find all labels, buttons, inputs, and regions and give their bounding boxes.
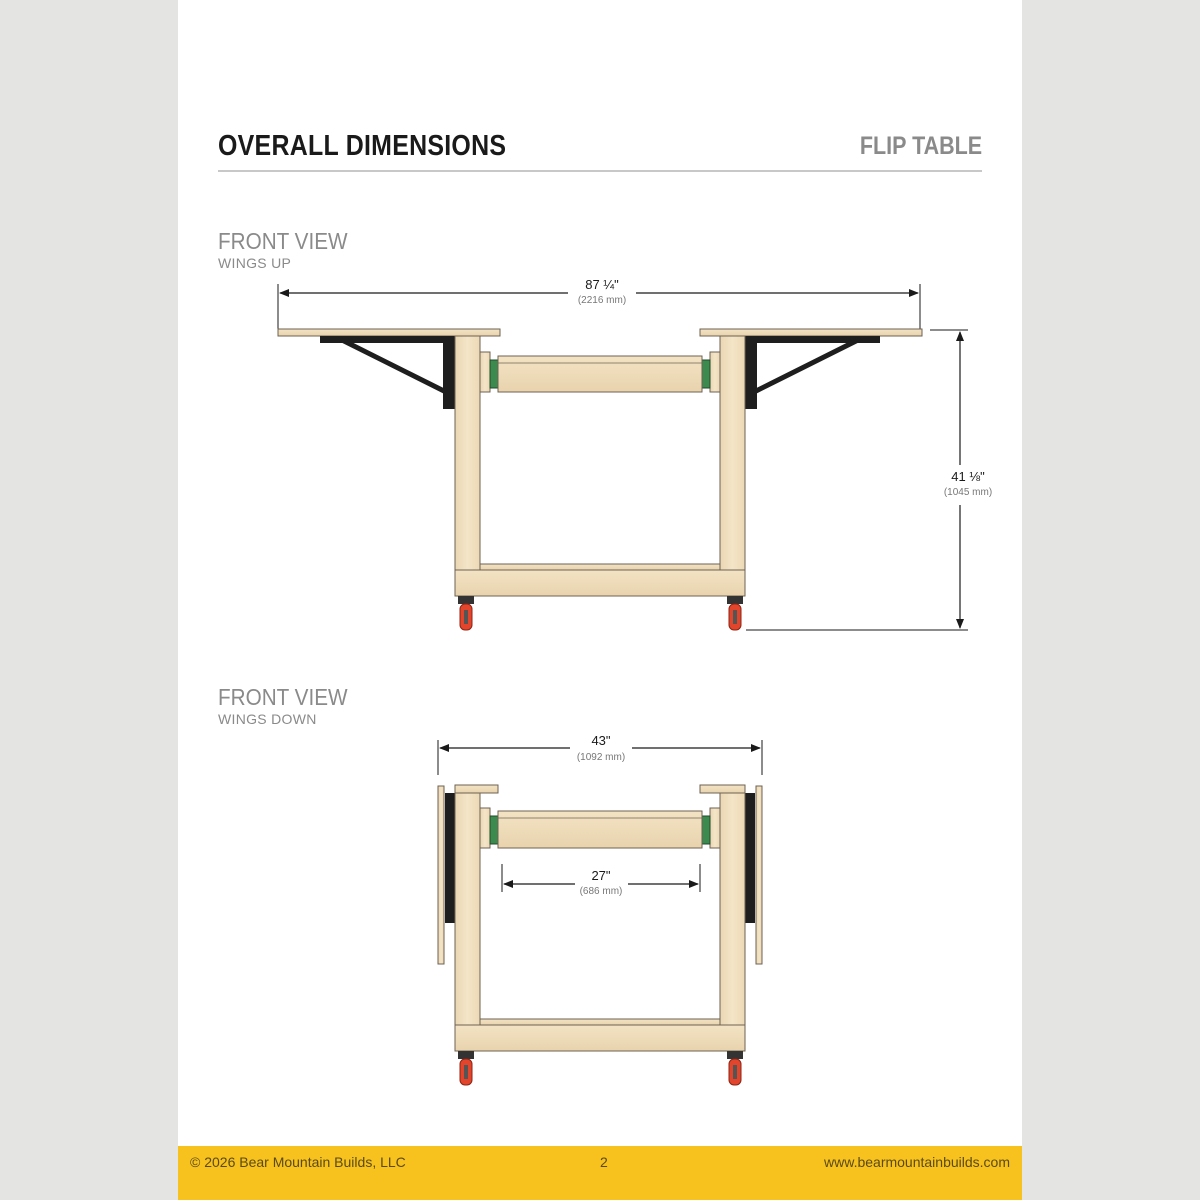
bottom-stretcher [455,570,745,596]
footer-page-number: 2 [600,1154,608,1170]
left-wing-down [438,786,456,964]
inner-dimension [502,864,700,897]
width-dimension-wings-down [438,733,762,775]
stretcher-top-down [480,1019,720,1025]
right-top-plate [700,785,745,793]
inner-width-metric: (686 mm) [579,886,623,897]
view-2-subtitle: WINGS DOWN [218,711,317,727]
view-1-title: FRONT VIEW [218,228,348,254]
stretcher-top [480,564,720,570]
flip-platform [490,356,710,392]
footer-copyright: © 2026 Bear Mountain Builds, LLC [190,1154,406,1170]
right-caster-down [727,1051,743,1085]
document-subtitle: FLIP TABLE [859,132,982,160]
width-dimension-wings-up [278,277,920,330]
footer-website[interactable]: www.bearmountainbuilds.com [824,1154,1010,1170]
inner-width-label: 27" [591,868,611,883]
width-metric-wings-up: (2216 mm) [577,295,627,306]
width-label-wings-down: 43" [591,733,611,748]
left-top-plate [455,785,498,793]
right-caster [727,596,743,630]
view-2-title: FRONT VIEW [218,684,348,710]
bottom-stretcher-down [455,1025,745,1051]
view-1-subtitle: WINGS UP [218,255,292,271]
width-metric-wings-down: (1092 mm) [576,752,626,763]
left-caster-down [458,1051,474,1085]
width-label-wings-up: 87 ¼" [585,277,619,292]
wings-down-drawing [438,733,762,1085]
left-caster [458,596,474,630]
wings-up-drawing [278,277,992,630]
flip-platform-down [490,811,710,848]
right-wing-down [744,786,762,964]
height-metric-wings-up: (1045 mm) [943,487,993,498]
height-label-wings-up: 41 ⅛" [951,469,985,484]
page-title: OVERALL DIMENSIONS [218,130,507,162]
